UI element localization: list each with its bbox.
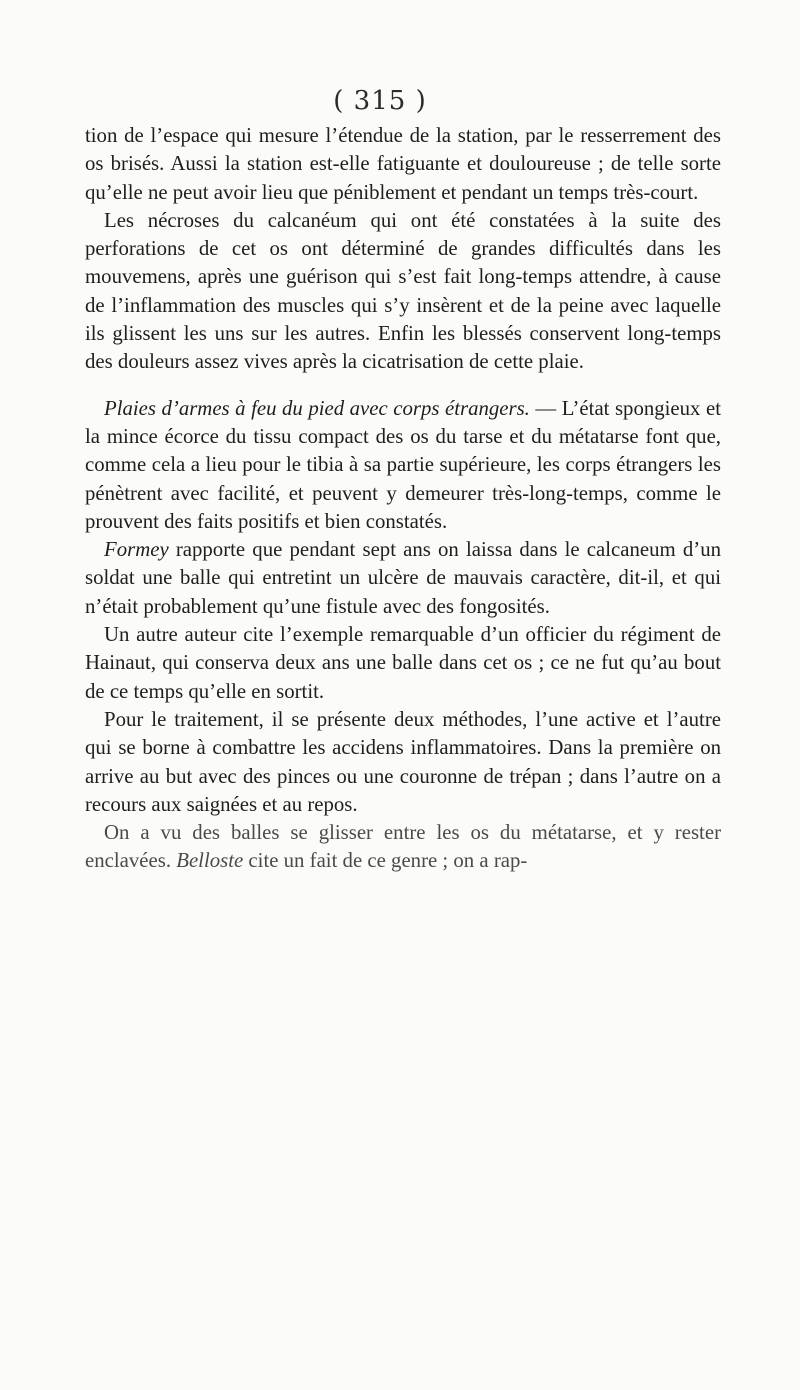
section-heading: Plaies d’armes à feu du pied avec corps étrangers. bbox=[104, 396, 530, 420]
author-belloste: Belloste bbox=[176, 849, 244, 873]
paragraph-7 bbox=[85, 819, 721, 876]
paragraph-7-end: cite un fait de ce genre ; on a rap- bbox=[243, 849, 528, 873]
paragraph-3-text: — L’état spongieux et la mince écorce du tissu compact des os du tarse et du métatarse font que, comme cela a lieu pour le tibia à sa partie supérieure, les corps étrangers les pénètrent avec facilité, et peuvent y demeurer très-long-temps, comme le prouvent des faits positifs et bien constatés. bbox=[85, 396, 721, 533]
paragraph-4-text: rapporte que pendant sept ans on laissa dans le calcaneum d’un soldat une balle qui entretint un ulcère de mauvais caractère, dit-il, et qui n’était probablement qu’une fistule avec des fongosités. bbox=[85, 538, 721, 618]
paragraph-6: Pour le traitement, il se présente deux méthodes, l’une active et l’autre qui se borne à combattre les accidens inflammatoires. Dans la première on arrive au but avec des pinces ou une couronne de trépan ; dans l’autre on a recours aux saignées et au repos. bbox=[85, 707, 721, 816]
paragraph-5: Un autre auteur cite l’exemple remarquable d’un officier du régiment de Hainaut, qui conserva deux ans une balle dans cet os ; ce ne fut qu’au bout de ce temps qu’elle en sortit. bbox=[85, 623, 721, 703]
body-text bbox=[85, 122, 721, 876]
paragraph-3 bbox=[85, 395, 721, 536]
paragraph-4 bbox=[85, 536, 721, 621]
paragraph-1: tion de l’espace qui mesure l’étendue de la station, par le resserrement des os brisés. Aussi la station est-elle fatiguante et douloureuse ; de telle sorte qu’elle ne peut avoir lieu que péniblement et pendant un temps très-court. bbox=[85, 124, 721, 204]
author-formey: Formey bbox=[104, 538, 169, 562]
paragraph-7-start: On a vu des balles se glisser entre les os du métatarse, et y rester enclavées. bbox=[85, 821, 721, 873]
paragraph-2: Les nécroses du calcanéum qui ont été constatées à la suite des perforations de cet os ont déterminé de grandes difficultés dans les mouvemens, après une guérison qui s’est fait long-temps attendre, à cause de l’inflammation des muscles qui s’y insèrent et de la peine avec laquelle ils glissent les uns sur les autres. Enfin les blessés conservent long-temps des douleurs assez vives après la cicatrisation de cette plaie. bbox=[85, 208, 721, 374]
page-number: ( 315 ) bbox=[333, 86, 427, 116]
